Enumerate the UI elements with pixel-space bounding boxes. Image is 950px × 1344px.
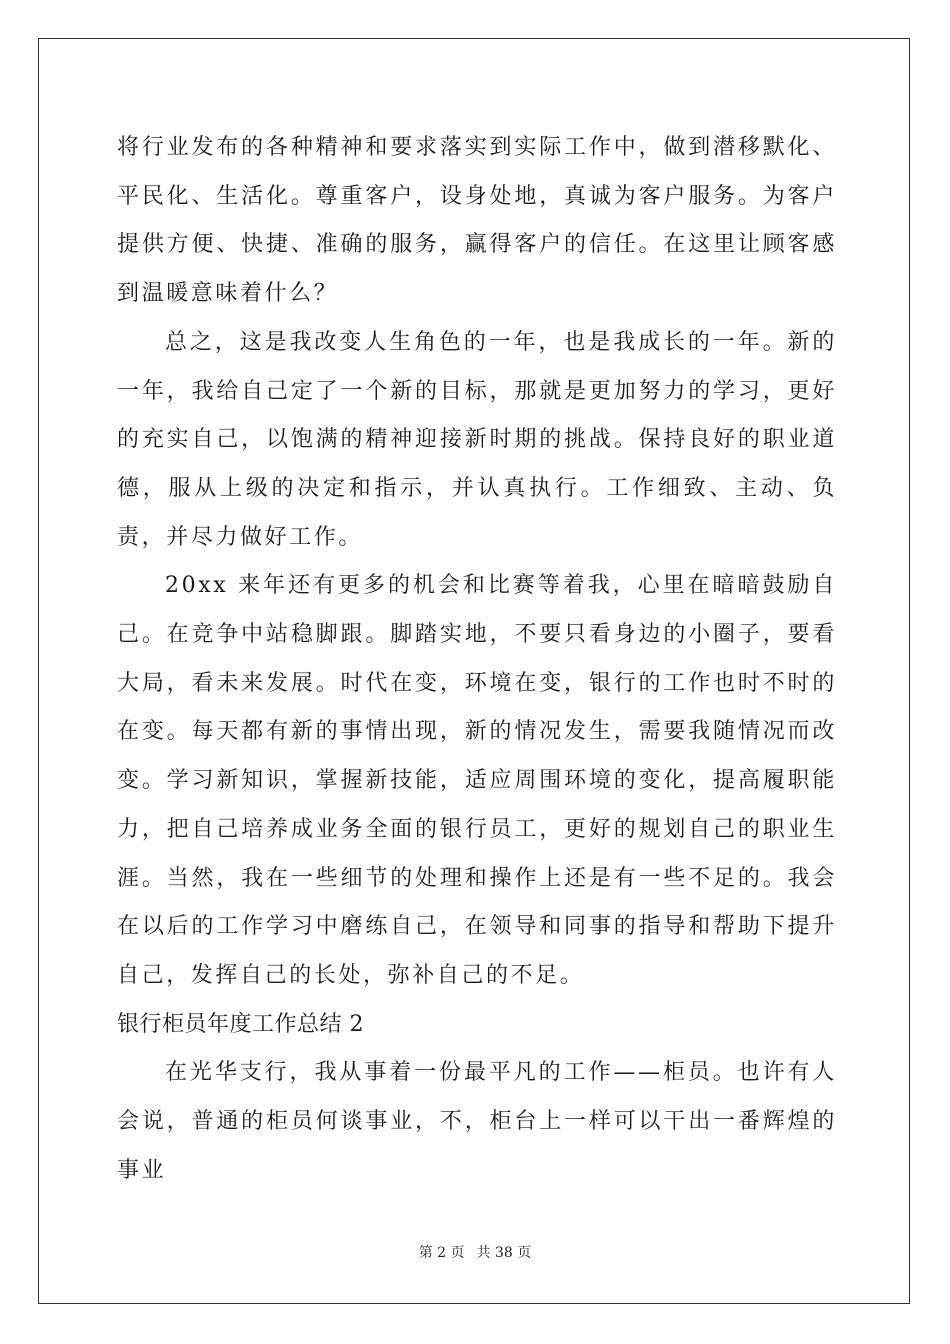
paragraph-2: 总之，这是我改变人生角色的一年，也是我成长的一年。新的一年，我给自己定了一个新的目标，那就是更加努力的学习，更好的充实自己，以饱满的精神迎接新时期的挑战。保持良好的职业道德，服从上级的决定和指示，并认真执行。工作细致、主动、负责，并尽力做好工作。 bbox=[117, 329, 837, 550]
page-footer bbox=[0, 1243, 950, 1263]
page-number: 第 2 页 bbox=[418, 1245, 465, 1261]
paragraph-4: 在光华支行，我从事着一份最平凡的工作——柜员。也许有人会说，普通的柜员何谈事业，不，柜台上一样可以干出一番辉煌的事业 bbox=[117, 1060, 837, 1183]
paragraph-3: 20xx 来年还有更多的机会和比赛等着我，心里在暗暗鼓励自己。在竞争中站稳脚跟。脚踏实地，不要只看身边的小圈子，要看大局，看未来发展。时代在变，环境在变，银行的工作也时不时的在变。每天都有新的事情出现，新的情况发生，需要我随情况而改变。学习新知识，掌握新技能，适应周围环境的变化，提高履职能力，把自己培养成业务全面的银行员工，更好的规划自己的职业生涯。当然，我在一些细节的处理和操作上还是有一些不足的。我会在以后的工作学习中磨练自己，在领导和同事的指导和帮助下提升自己，发挥自己的长处，弥补自己的不足。 bbox=[117, 573, 837, 988]
page-total: 共 38 页 bbox=[476, 1245, 532, 1261]
section-heading: 银行柜员年度工作总结 2 bbox=[117, 1011, 364, 1037]
document-body bbox=[117, 124, 837, 1195]
paragraph-1: 将行业发布的各种精神和要求落实到实际工作中，做到潜移默化、平民化、生活化。尊重客户，设身处地，真诚为客户服务。为客户提供方便、快捷、准确的服务，赢得客户的信任。在这里让顾客感到温暖意味着什么？ bbox=[117, 135, 837, 307]
